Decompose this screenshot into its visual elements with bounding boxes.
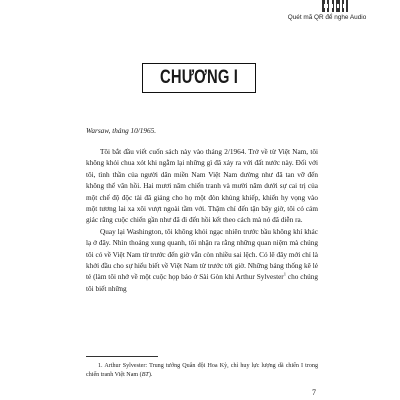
- paragraph-1: Tôi bắt đầu viết cuốn sách này vào tháng 2/1964. Trở về từ Việt Nam, tôi không khỏi chua xót khi ngẫm lại những gì đã xảy ra với đất nước này. Đối với tôi, tình thần của người dân miền Nam Việt Nam dường như đã tan vỡ đến không thể vãn hồi. Hai mươi năm chiến tranh và mười năm dưới sự cai trị của một chế độ độc tài đã giáng cho họ một đòn khủng khiếp, khiến hy vọng vào một tương lai xa xôi vượt ngoài tầm với. Thậm chí đến tận bây giờ, tôi có cảm giác rằng cuộc chiến gần như đã đi đến hồi kết theo cách mà nó đã diễn ra.: [86, 147, 318, 225]
- footnote-editor-mark: BT: [141, 372, 149, 378]
- chapter-title: CHƯƠNG I: [159, 67, 239, 88]
- qr-caption: Quét mã QR để nghe Audio: [287, 14, 367, 21]
- page-number: 7: [312, 388, 316, 397]
- footnote: 1. Arthur Sylvester: Trung tướng Quân đội Hoa Kỳ, chỉ huy lực lượng dã chiến I trong chiến tranh Việt Nam (BT).: [86, 363, 318, 378]
- chapter-heading-box: [142, 63, 256, 93]
- paragraph-2: [86, 227, 318, 295]
- dateline: Warsaw, tháng 10/1965.: [86, 127, 157, 135]
- paragraph-2-text: Quay lại Washington, tôi không khỏi ngạc nhiên trước bầu không khí khác lạ ở đây. Nhìn thoáng xung quanh, tôi nhận ra rằng những quan niệm mà chúng tôi có về Việt Nam từ trước đến giờ vẫn còn nhiều sai lệch. Có lẽ đây mới chỉ là khởi đầu cho sự hiểu biết về Việt Nam từ trước tới giờ. Những bảng thống kê lẻ tẻ (làm tôi nhớ về một cuộc họp báo ở Sài Gòn khi Arthur Sylvester: [86, 227, 318, 282]
- body-text: [86, 126, 318, 295]
- footnote-marker[interactable]: 1: [283, 271, 287, 277]
- paragraph-2-continuation: cho chúng tôi biết những: [86, 273, 318, 293]
- footnote-divider: [86, 356, 158, 357]
- qr-code-icon[interactable]: [322, 0, 348, 12]
